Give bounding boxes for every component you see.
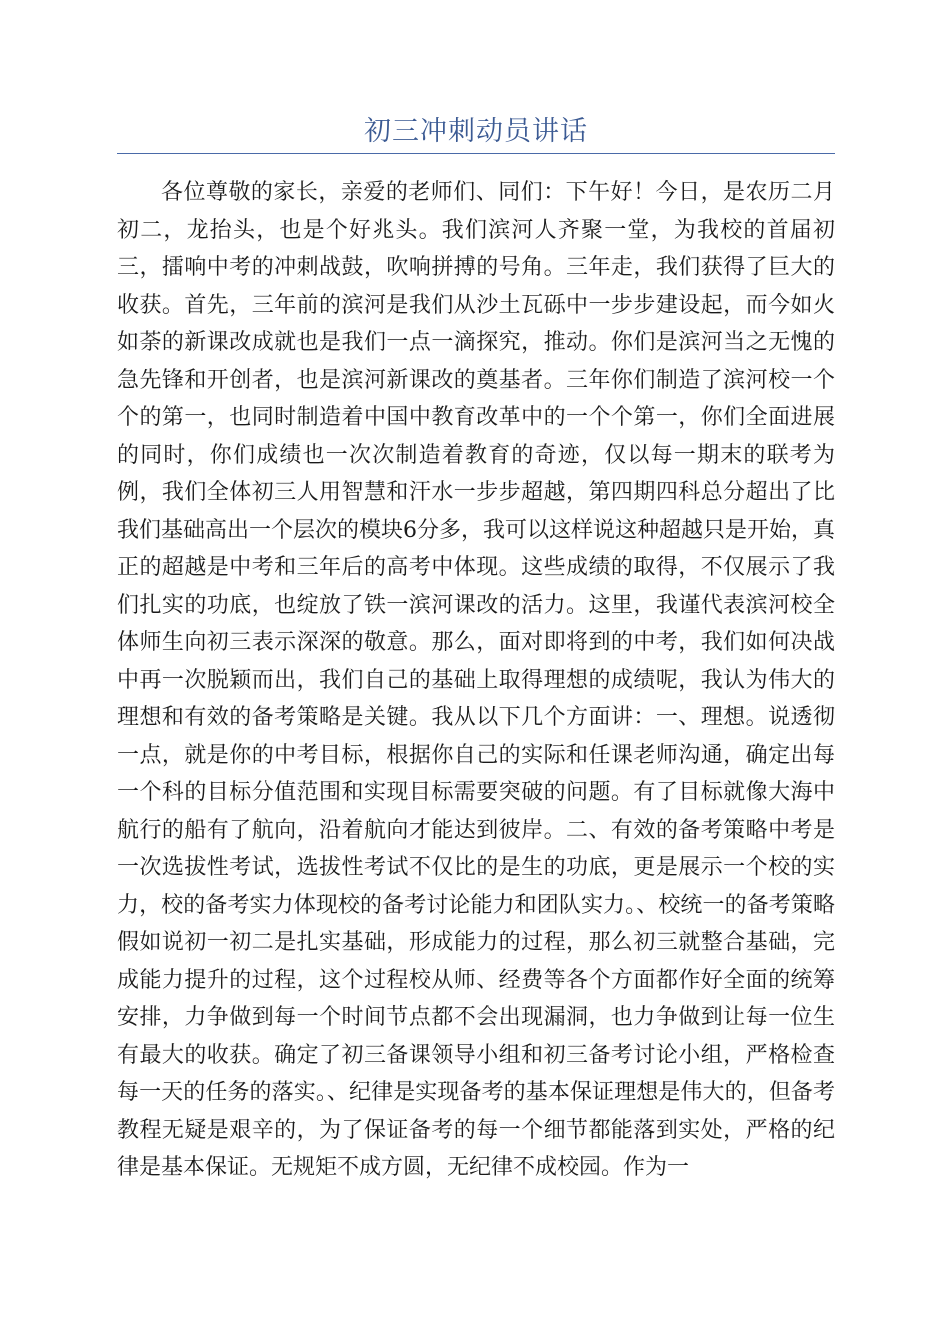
title-underline-divider xyxy=(117,153,835,154)
body-paragraph: 各位尊敬的家长，亲爱的老师们、同们：下午好！今日，是农历二月初二，龙抬头，也是个好兆头。我们滨河人齐聚一堂，为我校的首届初三，擂响中考的冲刺战鼓，吹响拼搏的号角。三年走，我们获得了巨大的收获。首先，三年前的滨河是我们从沙土瓦砾中一步步建设起，而今如火如荼的新课改成就也是我们一点一滴探究，推动。你们是滨河当之无愧的急先锋和开创者，也是滨河新课改的奠基者。三年你们制造了滨河校一个个的第一，也同时制造着中国中教育改革中的一个个第一，你们全面进展的同时，你们成绩也一次次制造着教育的奇迹，仅以每一期末的联考为例，我们全体初三人用智慧和汗水一步步超越，第四期四科总分超出了比我们基础高出一个层次的模块6分多，我可以这样说这种超越只是开始，真正的超越是中考和三年后的高考中体现。这些成绩的取得，不仅展示了我们扎实的功底，也绽放了铁一滨河课改的活力。这里，我谨代表滨河校全体师生向初三表示深深的敬意。那么，面对即将到的中考，我们如何决战中再一次脱颖而出，我们自己的基础上取得理想的成绩呢，我认为伟大的理想和有效的备考策略是关键。我从以下几个方面讲：一、理想。说透彻一点，就是你的中考目标，根据你自己的实际和任课老师沟通，确定出每一个科的目标分值范围和实现目标需要突破的问题。有了目标就像大海中航行的船有了航向，沿着航向才能达到彼岸。二、有效的备考策略中考是一次选拔性考试，选拔性考试不仅比的是生的功底，更是展示一个校的实力，校的备考实力体现校的备考讨论能力和团队实力。、校统一的备考策略假如说初一初二是扎实基础，形成能力的过程，那么初三就整合基础，完成能力提升的过程，这个过程校从师、经费等各个方面都作好全面的统筹安排，力争做到每一个时间节点都不会出现漏洞，也力争做到让每一位生有最大的收获。确定了初三备课领导小组和初三备考讨论小组，严格检查每一天的任务的落实。、纪律是实现备考的基本保证理想是伟大的，但备考教程无疑是艰辛的，为了保证备考的每一个细节都能落到实处，严格的纪律是基本保证。无规矩不成方圆，无纪律不成校园。作为一 xyxy=(117,180,835,1180)
document-title: 初三冲刺动员讲话 xyxy=(364,116,588,147)
